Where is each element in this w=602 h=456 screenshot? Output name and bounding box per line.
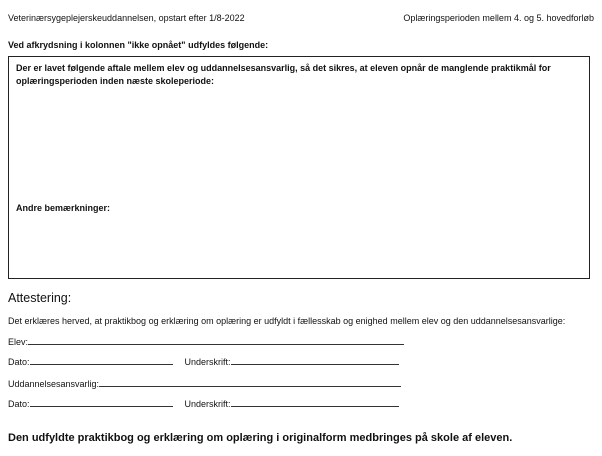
- agreement-box[interactable]: [8, 56, 590, 279]
- student-date-row: [8, 355, 399, 367]
- student-date-field[interactable]: [30, 355, 173, 365]
- intro-instruction: Ved afkrydsning i kolonnen "ikke opnået" udfyldes følgende:: [8, 40, 269, 50]
- responsible-row: [8, 377, 401, 389]
- responsible-date-row: [8, 397, 399, 409]
- responsible-signature-field[interactable]: [231, 397, 399, 407]
- signature-label: Underskrift:: [184, 357, 231, 367]
- responsible-name-field[interactable]: [99, 377, 401, 387]
- header-program: Veterinærsygeplejerskeuddannelsen, opstart efter 1/8-2022: [8, 13, 245, 23]
- header-period: Oplæringsperioden mellem 4. og 5. hovedforløb: [403, 13, 594, 23]
- remarks-label: Andre bemærkninger:: [16, 203, 111, 213]
- student-name-field[interactable]: [28, 335, 404, 345]
- date-label: Dato:: [8, 357, 30, 367]
- responsible-date-field[interactable]: [30, 397, 173, 407]
- agreement-text: Der er lavet følgende aftale mellem elev og uddannelsesansvarlig, så det sikres, at eleven opnår de manglende praktikmål for oplæringsperioden inden næste skoleperiode:: [16, 63, 551, 86]
- responsible-label: Uddannelsesansvarlig:: [8, 379, 100, 389]
- date-label: Dato:: [8, 399, 30, 409]
- student-signature-field[interactable]: [231, 355, 399, 365]
- student-label: Elev:: [8, 337, 29, 347]
- attestation-statement: Det erklæres herved, at praktikbog og erklæring om oplæring er udfyldt i fællesskab og enighed mellem elev og den uddannelsesansvarlige:: [8, 316, 566, 326]
- student-row: [8, 335, 404, 347]
- signature-label: Underskrift:: [184, 399, 231, 409]
- footer-note: Den udfyldte praktikbog og erklæring om oplæring i originalform medbringes på skole af eleven.: [8, 432, 513, 444]
- attestation-heading: Attestering:: [8, 291, 72, 305]
